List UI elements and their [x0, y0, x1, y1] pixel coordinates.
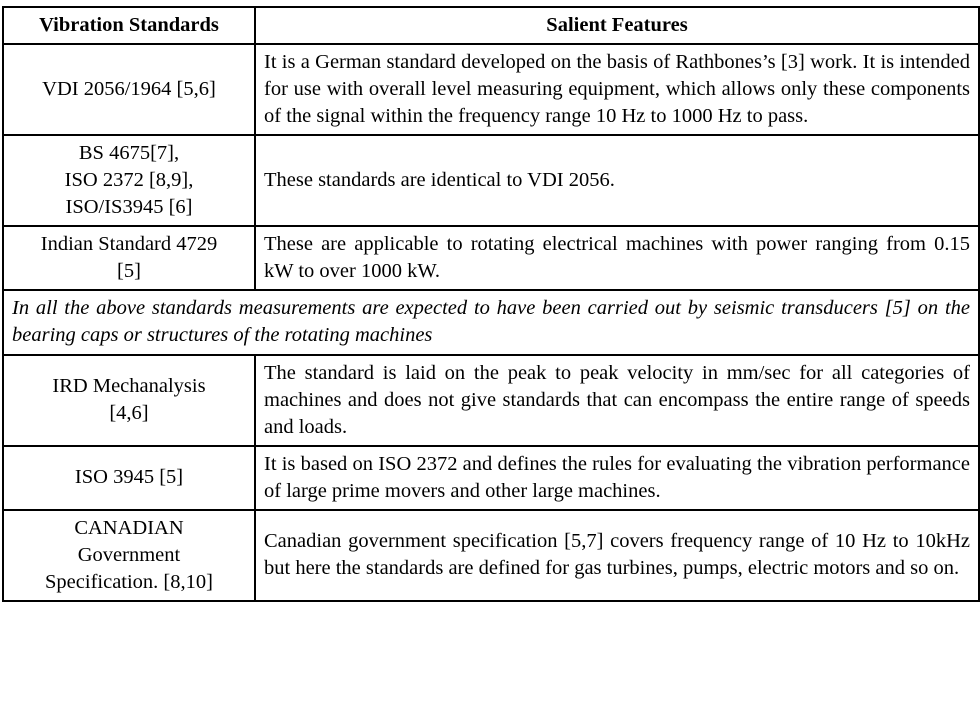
salient-features-cell: It is a German standard developed on the basis of Rathbones’s [3] work. It is intended for use with overall level measuring equipment, which allows only these components of the signal within the frequency range 10 Hz to 1000 Hz to pass.	[255, 44, 979, 135]
table-note-row	[3, 290, 979, 354]
salient-features-cell: The standard is laid on the peak to peak velocity in mm/sec for all categories of machines and does not give standards that can encompass the entire range of speeds and loads.	[255, 355, 979, 446]
column-header-vibration-standards: Vibration Standards	[3, 7, 255, 44]
standard-name-cell	[3, 44, 255, 135]
standard-name-line: CANADIAN	[74, 516, 184, 539]
salient-features-cell: These are applicable to rotating electrical machines with power ranging from 0.15 kW to over 1000 kW.	[255, 226, 979, 290]
table-row	[3, 226, 979, 290]
standard-name-line: [5]	[117, 260, 141, 283]
standard-name-line: ISO 3945 [5]	[74, 466, 184, 489]
salient-features-cell: Canadian government specification [5,7] covers frequency range of 10 Hz to 10kHz but here the standards are defined for gas turbines, pumps, electric motors and so on.	[255, 510, 979, 601]
standard-name-line: Indian Standard 4729	[40, 233, 218, 256]
table-row	[3, 510, 979, 601]
standard-name-cell	[3, 510, 255, 601]
table-body	[3, 44, 979, 601]
vibration-standards-table	[2, 6, 980, 602]
table-head	[3, 7, 979, 44]
standard-name-cell	[3, 355, 255, 446]
standards-note-cell: In all the above standards measurements are expected to have been carried out by seismic transducers [5] on the bearing caps or structures of the rotating machines	[3, 290, 979, 354]
standard-name-line: VDI 2056/1964 [5,6]	[42, 78, 216, 101]
table-header-row	[3, 7, 979, 44]
table-row	[3, 355, 979, 446]
standard-name-cell	[3, 135, 255, 226]
standard-name-line: BS 4675[7],	[78, 142, 180, 165]
column-header-salient-features: Salient Features	[255, 7, 979, 44]
standard-name-line: Specification. [8,10]	[45, 570, 213, 593]
standard-name-cell	[3, 446, 255, 510]
salient-features-cell: It is based on ISO 2372 and defines the rules for evaluating the vibration performance of large prime movers and other large machines.	[255, 446, 979, 510]
table-row	[3, 44, 979, 135]
standard-name-line: IRD Mechanalysis	[52, 375, 206, 398]
standard-name-line: Government	[77, 543, 181, 566]
table-row	[3, 135, 979, 226]
standard-name-line: ISO/IS3945 [6]	[65, 196, 193, 219]
salient-features-cell: These standards are identical to VDI 2056.	[255, 135, 979, 226]
table-row	[3, 446, 979, 510]
document-page	[0, 6, 980, 703]
standard-name-line: [4,6]	[109, 402, 149, 425]
standard-name-line: ISO 2372 [8,9],	[64, 169, 194, 192]
standard-name-cell	[3, 226, 255, 290]
